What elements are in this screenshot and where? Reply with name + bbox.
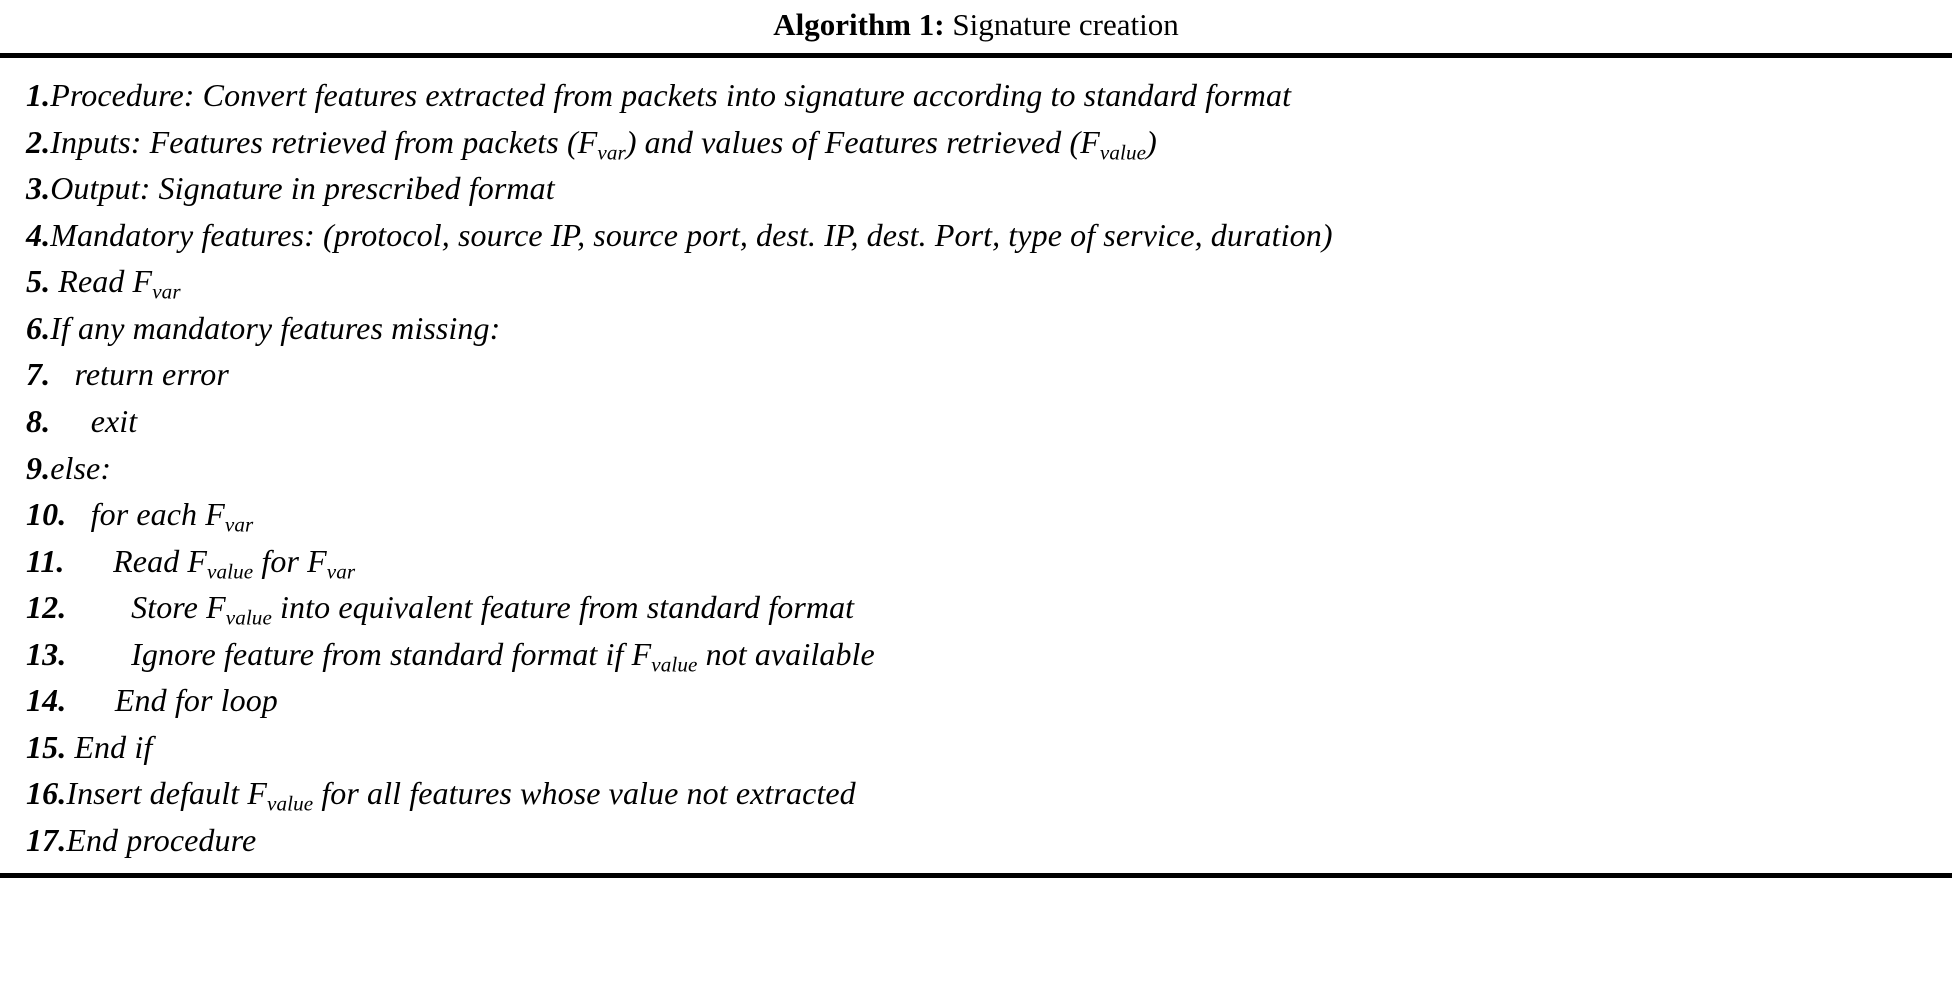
algorithm-step bbox=[26, 491, 1926, 538]
algorithm-step-text: exit bbox=[50, 403, 138, 440]
algorithm-step-text: End if bbox=[66, 728, 153, 765]
algorithm-step-number: 4. bbox=[26, 216, 51, 253]
algorithm-step-text: End for loop bbox=[66, 682, 278, 719]
algorithm-step-number: 7. bbox=[26, 356, 51, 393]
algorithm-step-number: 5. bbox=[26, 263, 51, 300]
algorithm-step-number: 14. bbox=[26, 682, 67, 719]
algorithm-step-number: 16. bbox=[26, 775, 67, 812]
algorithm-step-number: 10. bbox=[26, 496, 67, 533]
algorithm-step-text: return error bbox=[50, 356, 229, 393]
algorithm-bottom-rule bbox=[0, 873, 1952, 878]
algorithm-caption-title: Signature creation bbox=[952, 7, 1179, 42]
algorithm-step bbox=[26, 72, 1926, 119]
algorithm-step-text: Store $F_{value}$ into equivalent feature from standard format bbox=[66, 589, 855, 630]
algorithm-step bbox=[26, 351, 1926, 398]
algorithm-caption-label: Algorithm 1: bbox=[773, 7, 945, 42]
algorithm-step-text: If any mandatory features missing: bbox=[50, 309, 501, 346]
algorithm-step bbox=[26, 538, 1926, 585]
algorithm-step-text: Output: Signature in prescribed format bbox=[50, 170, 555, 207]
algorithm-step bbox=[26, 770, 1926, 817]
algorithm-step-number: 15. bbox=[26, 728, 67, 765]
algorithm-step-text: Inputs: Features retrieved from packets $(F_{var})$ and values of Features retrieved $(F_{value})$ bbox=[50, 123, 1157, 165]
algorithm-step bbox=[26, 724, 1926, 771]
algorithm-step bbox=[26, 212, 1926, 259]
algorithm-caption bbox=[0, 0, 1952, 53]
algorithm-step-number: 6. bbox=[26, 309, 51, 346]
algorithm-step-text: for each $F_{var}$ bbox=[66, 496, 254, 537]
algorithm-step-number: 8. bbox=[26, 403, 51, 440]
algorithm-step bbox=[26, 119, 1926, 166]
algorithm-step bbox=[26, 677, 1926, 724]
algorithm-step-text: Read $F_{var}$ bbox=[50, 263, 181, 304]
algorithm-step-text: else: bbox=[50, 449, 112, 486]
algorithm-step bbox=[26, 305, 1926, 352]
algorithm-step-text: Ignore feature from standard format if $F_{value}$ not available bbox=[66, 635, 875, 677]
algorithm-step bbox=[26, 584, 1926, 631]
algorithm-step-number: 3. bbox=[26, 170, 51, 207]
algorithm-step bbox=[26, 165, 1926, 212]
algorithm-step bbox=[26, 445, 1926, 492]
algorithm-step-number: 12. bbox=[26, 589, 67, 626]
algorithm-step bbox=[26, 817, 1926, 864]
algorithm-steps bbox=[0, 58, 1952, 873]
algorithm-step-number: 9. bbox=[26, 449, 51, 486]
algorithm-step-text: Mandatory features: (protocol, source IP, source port, dest. IP, dest. Port, type of service, duration) bbox=[50, 216, 1333, 253]
algorithm-step-text: Insert default $F_{value}$ for all features whose value not extracted bbox=[66, 775, 856, 816]
algorithm-step-text: End procedure bbox=[66, 821, 257, 858]
algorithm-step-number: 1. bbox=[26, 77, 51, 114]
algorithm-step-number: 2. bbox=[26, 123, 51, 160]
algorithm-step-text: Read $F_{value}$ for $F_{var}$ bbox=[64, 542, 356, 583]
algorithm-step bbox=[26, 398, 1926, 445]
algorithm-step-text: Procedure: Convert features extracted from packets into signature according to standard format bbox=[50, 77, 1292, 114]
algorithm-step bbox=[26, 631, 1926, 678]
algorithm-step-number: 13. bbox=[26, 635, 67, 672]
algorithm-step bbox=[26, 258, 1926, 305]
algorithm-step-number: 17. bbox=[26, 821, 67, 858]
algorithm-step-number: 11. bbox=[26, 542, 65, 579]
